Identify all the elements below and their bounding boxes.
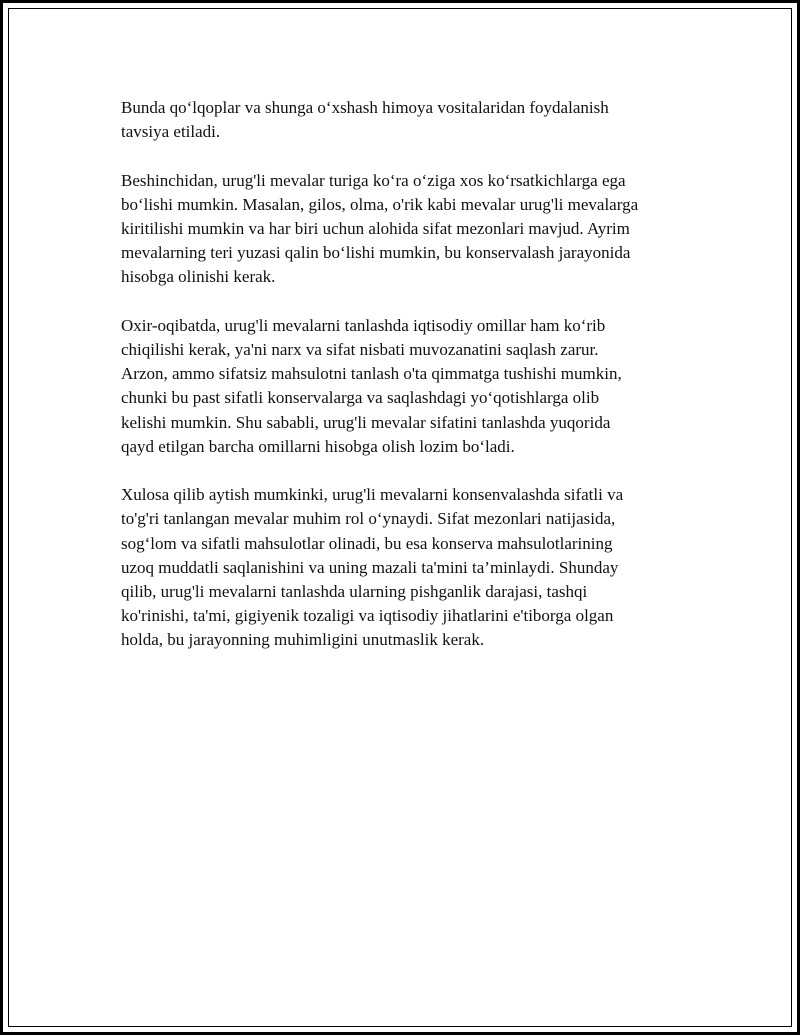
paragraph-3: Oxir-oqibatda, urug'li mevalarni tanlashda iqtisodiy omillar ham ko‘rib chiqilishi kerak, ya'ni narx va sifat nisbati muvozanatini saqlash zarur. Arzon, ammo sifatsiz mahsulotni tanlash o'ta qimmatga tushishi mumkin, chunki bu past sifatli konservalarga va saqlashdagi yo‘qotishlarga olib kelishi mumkin. Shu sababli, urug'li mevalar sifatini tanlashda yuqorida qayd etilgan barcha omillarni hisobga olish lozim bo‘ladi. — [121, 315, 622, 456]
paragraph-1: Bunda qo‘lqoplar va shunga o‘xshash himoya vositalaridan foydalanish tavsiya etiladi. — [121, 98, 609, 142]
paragraph-2: Beshinchidan, urug'li mevalar turiga ko‘ra o‘ziga xos ko‘rsatkichlarga ega bo‘lishi mumkin. Masalan, gilos, olma, o'rik kabi mevalar urug'li mevalarga kiritilishi mumkin va har biri uchun alohida sifat mezonlari mavjud. Ayrim mevalarning teri yuzasi qalin bo‘lishi mumkin, bu konservalash jarayonida hisobga olinishi kerak. — [121, 170, 639, 287]
paragraph-4: Xulosa qilib aytish mumkinki, urug'li mevalarni konsenvalashda sifatli va to'g'ri tanlangan mevalar muhim rol o‘ynaydi. Sifat mezonlari natijasida, sog‘lom va sifatli mahsulotlar olinadi, bu esa konserva mahsulotlarining uzoq muddatli saqlanishini va uning mazali ta'mini ta’minlaydi. Shunday qilib, urug'li mevalarni tanlashda ularning pishganlik darajasi, tashqi ko'rinishi, ta'mi, gigiyenik tozaligi va iqtisodiy jihatlarini e'tiborga olgan holda, bu jarayonning muhimligini unutmaslik kerak. — [121, 485, 624, 650]
document-body — [121, 96, 681, 677]
